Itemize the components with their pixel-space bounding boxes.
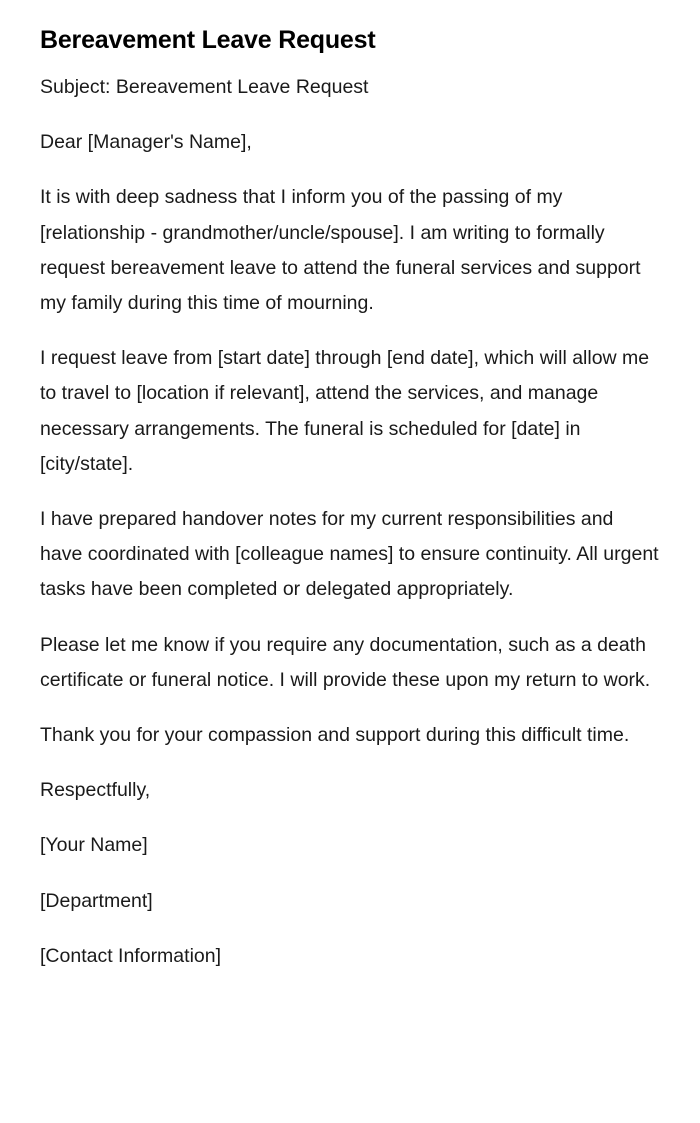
body-paragraph-3: I have prepared handover notes for my current responsibilities and have coordinated with [colleague names] to ensure continuity. All urgent tasks have been completed or delegated appropriately. [40, 508, 659, 601]
body-paragraph-2: I request leave from [start date] through [end date], which will allow me to travel to [location if relevant], attend the services, and manage necessary arrangements. The funeral is scheduled for [date] in [city/state]. [40, 347, 650, 475]
body-paragraph-1: It is with deep sadness that I inform you of the passing of my [relationship - grandmother/uncle/spouse]. I am writing to formally request bereavement leave to attend the funeral services and support my family during this time of mourning. [40, 186, 641, 315]
subject-line: Subject: Bereavement Leave Request [40, 76, 369, 98]
closing-line: Respectfully, [40, 779, 151, 802]
signature-department: [Department] [40, 889, 153, 912]
body-paragraph-5: Thank you for your compassion and support during this difficult time. [40, 724, 630, 747]
signature-contact: [Contact Information] [40, 944, 222, 967]
document-title: Bereavement Leave Request [40, 26, 376, 54]
signature-name: [Your Name] [40, 834, 148, 857]
salutation: Dear [Manager's Name], [40, 131, 252, 154]
body-paragraph-4: Please let me know if you require any documentation, such as a death certificate or funeral notice. I will provide these upon my return to work. [40, 633, 651, 691]
